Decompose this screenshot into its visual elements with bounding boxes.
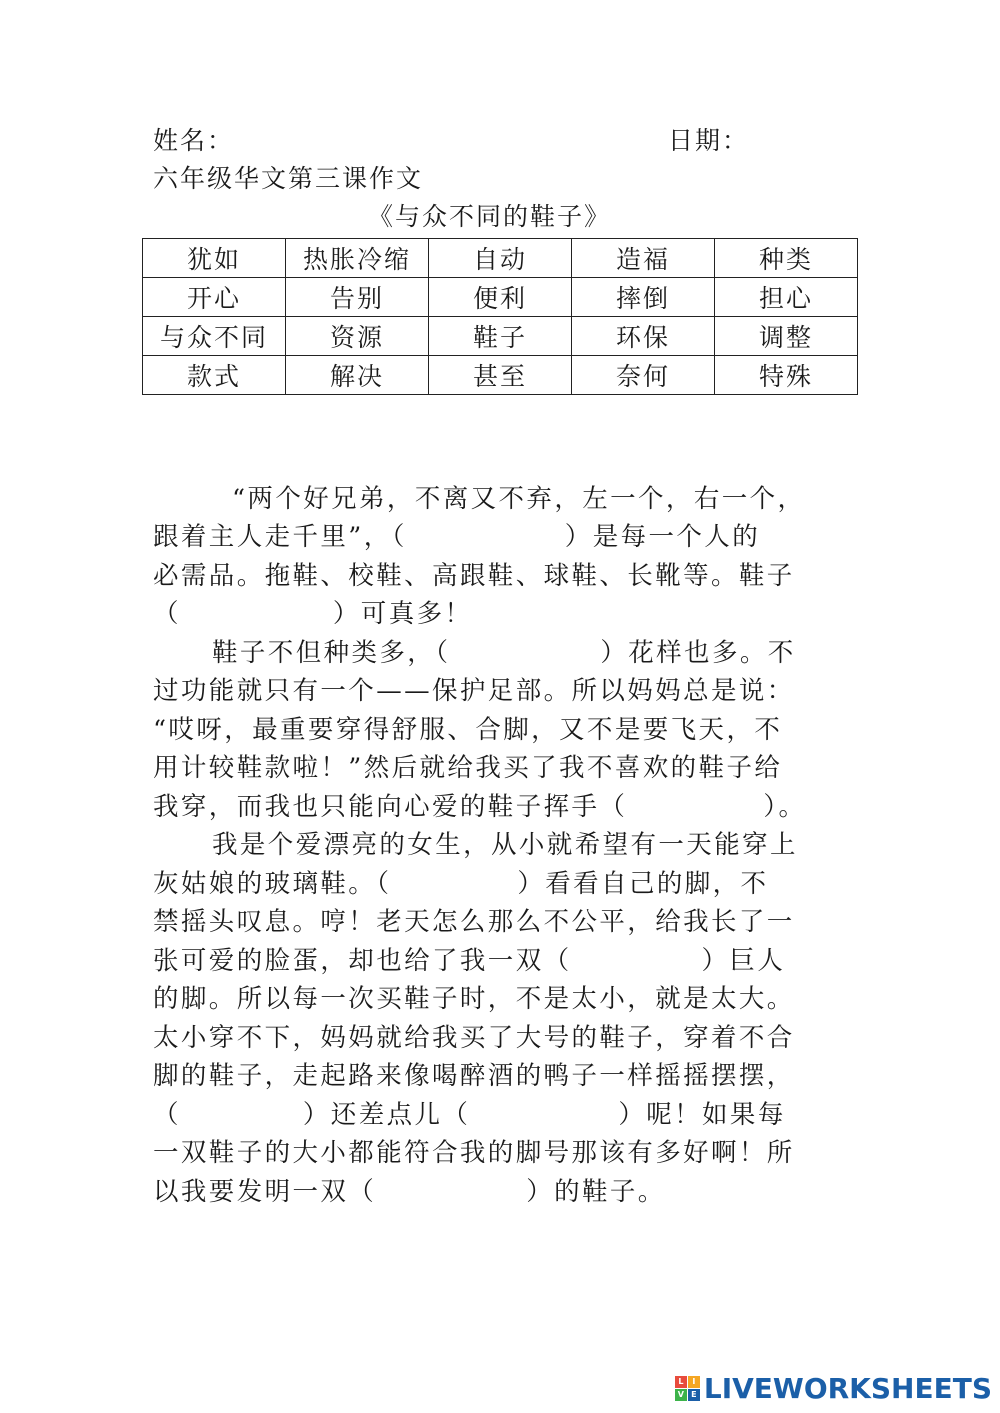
vocabulary-cell: 热胀冷缩 <box>286 239 429 278</box>
passage-text: 以我要发明一双（ <box>153 1177 377 1207</box>
passage-line <box>153 1134 795 1173</box>
vocabulary-cell: 犹如 <box>143 239 286 278</box>
vocabulary-cell: 告别 <box>286 278 429 317</box>
passage-line <box>153 903 795 942</box>
name-label: 姓名： <box>153 126 235 155</box>
logo-letter: V <box>675 1389 687 1401</box>
passage-line <box>153 595 472 634</box>
passage-text: 禁摇头叹息。哼！老天怎么那么不公平，给我长了一 <box>153 907 795 937</box>
passage-line <box>212 634 796 673</box>
passage-text: ）。 <box>763 792 807 822</box>
passage-line <box>153 1096 786 1135</box>
passage-line <box>153 942 785 981</box>
passage-line <box>153 1057 795 1096</box>
vocabulary-cell: 鞋子 <box>429 317 572 356</box>
passage-text: （ <box>153 599 181 629</box>
vocabulary-row <box>143 239 858 278</box>
liveworksheets-text: LIVEWORKSHEETS <box>703 1372 992 1405</box>
passage-text: 太小穿不下，妈妈就给我买了大号的鞋子，穿着不合 <box>153 1023 795 1053</box>
vocabulary-row <box>143 278 858 317</box>
vocabulary-cell: 摔倒 <box>572 278 715 317</box>
lesson-title: 六年级华文第三课作文 <box>153 164 424 193</box>
passage-line <box>153 1019 795 1058</box>
passage-line <box>153 749 782 788</box>
passage-text: 脚的鞋子，走起路来像喝醉酒的鸭子一样摇摇摆摆， <box>153 1061 795 1091</box>
passage-text: 我穿，而我也只能向心爱的鞋子挥手（ <box>153 792 628 822</box>
passage-text: 过功能就只有一个——保护足部。所以妈妈总是说： <box>153 676 795 706</box>
passage-text: 用计较鞋款啦！”然后就给我买了我不喜欢的鞋子给 <box>153 753 783 783</box>
vocabulary-cell: 造福 <box>572 239 715 278</box>
vocabulary-cell: 奈何 <box>572 356 715 395</box>
passage-text: ）可真多！ <box>332 599 473 629</box>
vocabulary-cell: 开心 <box>143 278 286 317</box>
passage-text: ）巨人 <box>701 946 786 976</box>
vocabulary-cell: 便利 <box>429 278 572 317</box>
vocabulary-cell: 特殊 <box>715 356 858 395</box>
vocabulary-cell: 甚至 <box>429 356 572 395</box>
passage-text: 灰姑娘的玻璃鞋。（ <box>153 869 392 899</box>
passage-line <box>212 826 798 865</box>
passage-text: 一双鞋子的大小都能符合我的脚号那该有多好啊！所 <box>153 1138 795 1168</box>
vocabulary-cell: 种类 <box>715 239 858 278</box>
passage-line <box>153 980 795 1019</box>
passage-text: ）花样也多。不 <box>600 638 796 668</box>
passage-line <box>153 1173 666 1212</box>
vocabulary-table <box>142 238 858 395</box>
vocabulary-row <box>143 317 858 356</box>
logo-letter: I <box>688 1376 700 1388</box>
passage-line <box>153 672 795 711</box>
vocabulary-cell: 款式 <box>143 356 286 395</box>
passage-line <box>153 711 782 750</box>
liveworksheets-logo-icon <box>675 1376 700 1401</box>
passage-text: 我是个爱漂亮的女生，从小就希望有一天能穿上 <box>212 830 798 860</box>
passage-text: 张可爱的脸蛋，却也给了我一双（ <box>153 946 572 976</box>
passage-text: ）呢！如果每 <box>618 1100 786 1130</box>
passage-line <box>232 480 805 519</box>
passage-text: “两个好兄弟，不离又不弃，左一个，右一个， <box>232 484 806 514</box>
vocabulary-cell: 解决 <box>286 356 429 395</box>
passage-line <box>153 557 795 596</box>
passage-text: ）看看自己的脚，不 <box>517 869 769 899</box>
logo-letter: L <box>675 1376 687 1388</box>
passage-text: “哎呀，最重要穿得舒服、合脚，又不是要飞天，不 <box>153 715 783 745</box>
logo-letter: E <box>688 1389 700 1401</box>
passage-text: ）的鞋子。 <box>526 1177 666 1207</box>
vocabulary-cell: 资源 <box>286 317 429 356</box>
vocabulary-cell: 环保 <box>572 317 715 356</box>
passage-text: ）是每一个人的 <box>564 522 761 552</box>
date-label: 日期： <box>668 126 750 155</box>
passage-text: 的脚。所以每一次买鞋子时，不是太小，就是太大。 <box>153 984 795 1014</box>
vocabulary-cell: 与众不同 <box>143 317 286 356</box>
passage-line <box>153 518 760 557</box>
vocabulary-cell: 担心 <box>715 278 858 317</box>
passage-line <box>153 865 768 904</box>
passage-text: 跟着主人走千里”，（ <box>153 522 407 552</box>
passage-line <box>153 788 806 827</box>
passage-text: 必需品。拖鞋、校鞋、高跟鞋、球鞋、长靴等。鞋子 <box>153 561 795 591</box>
passage-text: （ <box>153 1100 181 1130</box>
liveworksheets-watermark[interactable] <box>675 1372 992 1405</box>
vocabulary-cell: 自动 <box>429 239 572 278</box>
vocabulary-cell: 调整 <box>715 317 858 356</box>
vocabulary-row <box>143 356 858 395</box>
essay-title: 《与众不同的鞋子》 <box>368 202 612 231</box>
passage-text: ）还差点儿（ <box>302 1100 471 1130</box>
passage-text: 鞋子不但种类多，（ <box>212 638 451 668</box>
